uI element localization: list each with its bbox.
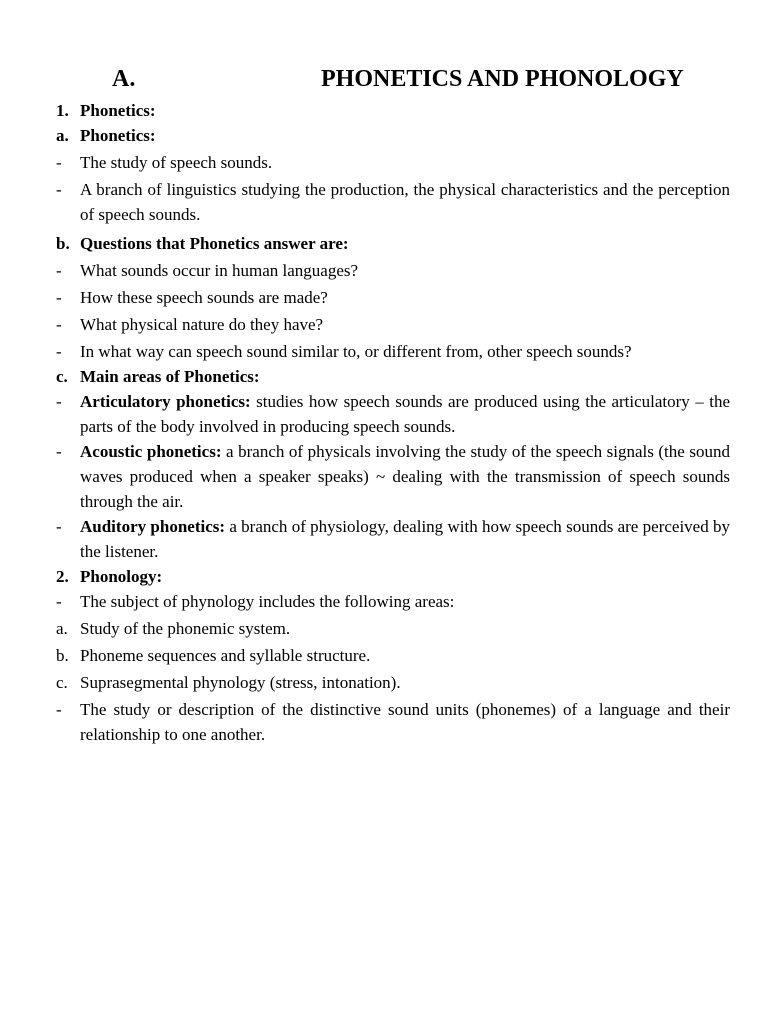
list-item [56,150,730,175]
list-item-text: The subject of phynology includes the following areas: [80,592,455,611]
subsection-b-label: Questions that Phonetics answer are: [80,234,349,253]
dash-marker: - [56,517,62,536]
term-description: a branch of physicals involving the study of the speech signals (the sound waves produced when a speaker speaks) ~ dealing with the transmission of speech sounds through the air. [80,442,730,511]
heading-title: PHONETICS AND PHONOLOGY [321,66,684,92]
dash-marker: - [56,392,62,411]
area-marker: c. [56,673,68,692]
dash-marker: - [56,261,62,280]
dash-marker: - [56,153,62,172]
dash-marker: - [56,700,62,719]
subsection-c-heading [56,364,730,389]
section-1-label: Phonetics: [80,101,156,120]
list-item [56,285,730,310]
list-item [56,177,730,227]
list-item [56,339,730,364]
subsection-c-label: Main areas of Phonetics: [80,367,260,386]
list-item-text: Phoneme sequences and syllable structure. [80,646,371,665]
list-item-text [80,439,730,514]
list-item-text: In what way can speech sound similar to, or different from, other speech sounds? [80,342,632,361]
list-item-acoustic [56,439,730,514]
dash-marker: - [56,342,62,361]
dash-marker: - [56,180,62,199]
list-item-area-b [56,643,730,668]
section-1-heading [56,98,730,123]
list-item-text: What sounds occur in human languages? [80,261,359,280]
subsection-c-marker: c. [56,367,68,386]
term-label: Acoustic phonetics: [80,442,222,461]
section-2-marker: 2. [56,567,69,586]
subsection-b-heading [56,231,730,256]
page-heading [0,66,768,96]
subsection-a-marker: a. [56,126,69,145]
dash-marker: - [56,288,62,307]
section-1-marker: 1. [56,101,69,120]
list-item-text [80,389,730,439]
section-2-heading [56,564,730,589]
list-item-area-a [56,616,730,641]
list-item-articulatory [56,389,730,439]
list-item-text: Study of the phonemic system. [80,619,291,638]
list-item [56,312,730,337]
list-item-text: A branch of linguistics studying the production, the physical characteristics and the perception of speech sounds. [80,180,730,224]
subsection-b-marker: b. [56,234,70,253]
list-item-text: The study of speech sounds. [80,153,273,172]
term-description: studies how speech sounds are produced using the articulatory – the parts of the body involved in producing speech sounds. [80,392,730,436]
list-item-auditory [56,514,730,564]
area-marker: b. [56,646,69,665]
area-marker: a. [56,619,68,638]
dash-marker: - [56,442,62,461]
dash-marker: - [56,592,62,611]
dash-marker: - [56,315,62,334]
list-item-text: Suprasegmental phynology (stress, intonation). [80,673,401,692]
heading-number: A. [112,66,136,92]
list-item [56,589,730,614]
list-item-area-c [56,670,730,695]
list-item-text: What physical nature do they have? [80,315,324,334]
document-body [56,98,730,747]
term-label: Articulatory phonetics: [80,392,251,411]
list-item-text [80,514,730,564]
term-label: Auditory phonetics: [80,517,226,536]
list-item [56,697,730,747]
list-item-text: How these speech sounds are made? [80,288,328,307]
subsection-a-heading [56,123,730,148]
section-2-label: Phonology: [80,567,163,586]
list-item [56,258,730,283]
term-description: a branch of physiology, dealing with how speech sounds are perceived by the listener. [80,517,730,561]
list-item-text: The study or description of the distinctive sound units (phonemes) of a language and their relationship to one another. [80,700,730,744]
subsection-a-label: Phonetics: [80,126,156,145]
